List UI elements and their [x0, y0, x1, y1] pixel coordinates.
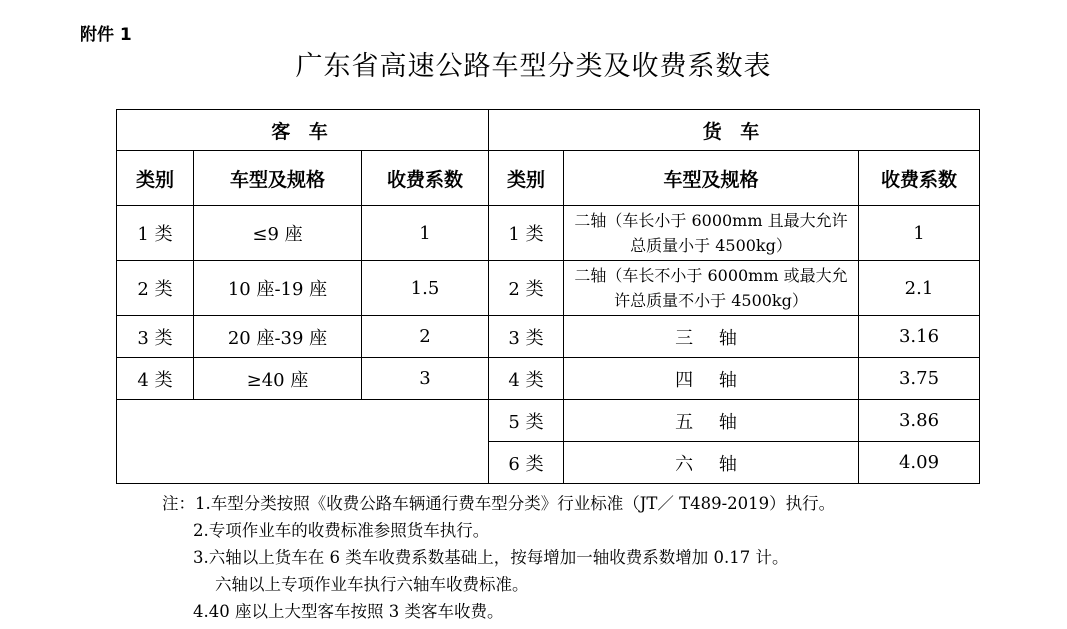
truck-spec-cell: 五 轴	[564, 400, 859, 442]
passenger-spec-header: 车型及规格	[194, 151, 362, 206]
truck-spec-cell: 六 轴	[564, 442, 859, 484]
passenger-coefficient-header: 收费系数	[362, 151, 489, 206]
truck-coefficient-cell: 3.16	[859, 316, 980, 358]
table-row	[117, 358, 980, 400]
truck-category-cell: 6 类	[489, 442, 564, 484]
note-line	[162, 598, 835, 625]
truck-spec-cell: 三 轴	[564, 316, 859, 358]
truck-spec-cell: 四 轴	[564, 358, 859, 400]
table-row	[117, 400, 980, 442]
truck-category-cell: 4 类	[489, 358, 564, 400]
notes-prefix: 注：	[162, 494, 195, 513]
note-item: 4.40 座以上大型客车按照 3 类客车收费。	[193, 602, 504, 621]
passenger-category-cell: 4 类	[117, 358, 194, 400]
truck-group-header: 货 车	[489, 110, 980, 151]
truck-coefficient-cell: 1	[859, 206, 980, 261]
truck-spec-cell: 二轴（车长不小于 6000mm 或最大允许总质量不小于 4500kg）	[564, 261, 859, 316]
note-item: 2.专项作业车的收费标准参照货车执行。	[193, 521, 490, 540]
passenger-category-cell: 2 类	[117, 261, 194, 316]
note-line	[162, 517, 835, 544]
table-row	[117, 316, 980, 358]
truck-coefficient-cell: 3.75	[859, 358, 980, 400]
truck-category-cell: 2 类	[489, 261, 564, 316]
passenger-group-header: 客 车	[117, 110, 489, 151]
truck-spec-cell: 二轴（车长小于 6000mm 且最大允许总质量小于 4500kg）	[564, 206, 859, 261]
passenger-spec-cell: ≤9 座	[194, 206, 362, 261]
note-item: 3.六轴以上货车在 6 类车收费系数基础上，按每增加一轴收费系数增加 0.17 计。	[193, 548, 789, 567]
fee-table	[116, 109, 980, 484]
truck-category-cell: 1 类	[489, 206, 564, 261]
page-title: 广东省高速公路车型分类及收费系数表	[295, 51, 772, 82]
passenger-spec-cell: ≥40 座	[194, 358, 362, 400]
table-row	[117, 206, 980, 261]
truck-category-cell: 5 类	[489, 400, 564, 442]
passenger-category-cell: 3 类	[117, 316, 194, 358]
truck-category-header: 类别	[489, 151, 564, 206]
column-header-row	[117, 151, 980, 206]
passenger-empty-cell	[117, 400, 489, 484]
truck-spec-header: 车型及规格	[564, 151, 859, 206]
attachment-label: 附件 1	[80, 25, 132, 45]
passenger-coefficient-cell: 2	[362, 316, 489, 358]
passenger-category-header: 类别	[117, 151, 194, 206]
note-item: 六轴以上专项作业车执行六轴车收费标准。	[215, 575, 529, 594]
notes	[162, 490, 835, 625]
passenger-coefficient-cell: 1.5	[362, 261, 489, 316]
note-line	[162, 544, 835, 571]
passenger-spec-cell: 20 座-39 座	[194, 316, 362, 358]
truck-category-cell: 3 类	[489, 316, 564, 358]
group-header-row	[117, 110, 980, 151]
note-item: 1.车型分类按照《收费公路车辆通行费车型分类》行业标准（JT／ T489-2019）执行。	[195, 494, 836, 513]
passenger-coefficient-cell: 1	[362, 206, 489, 261]
passenger-coefficient-cell: 3	[362, 358, 489, 400]
truck-coefficient-cell: 2.1	[859, 261, 980, 316]
note-line	[162, 490, 835, 517]
note-line	[162, 571, 835, 598]
passenger-category-cell: 1 类	[117, 206, 194, 261]
truck-coefficient-header: 收费系数	[859, 151, 980, 206]
passenger-spec-cell: 10 座-19 座	[194, 261, 362, 316]
truck-coefficient-cell: 4.09	[859, 442, 980, 484]
truck-coefficient-cell: 3.86	[859, 400, 980, 442]
table-row	[117, 261, 980, 316]
